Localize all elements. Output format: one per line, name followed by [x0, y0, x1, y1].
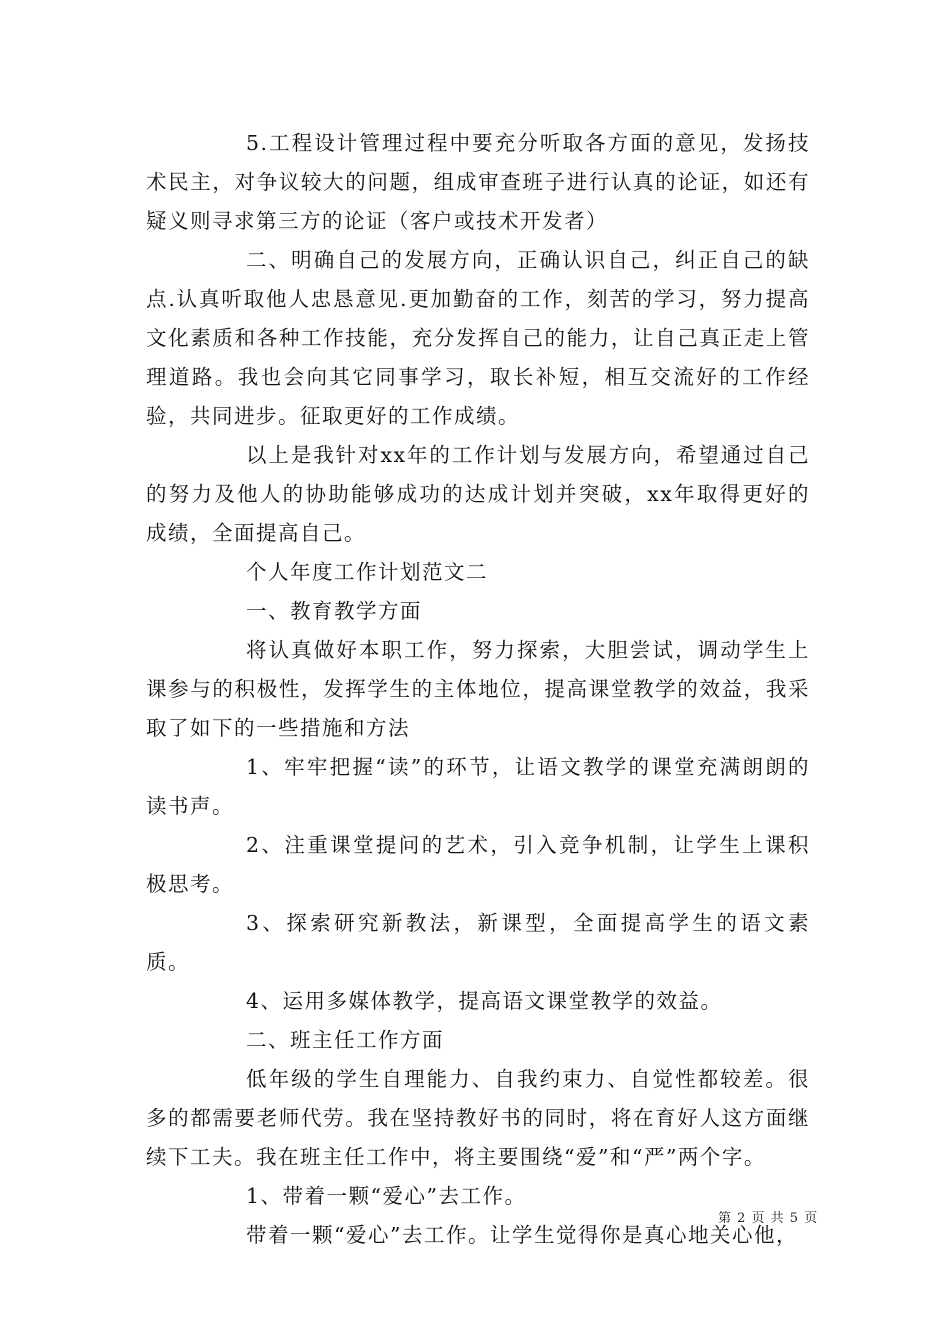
- list-item-multimedia: 4、运用多媒体教学，提高语文课堂教学的效益。: [246, 989, 723, 1013]
- heading-class-teacher: 二、班主任工作方面: [246, 1028, 444, 1052]
- heading-teaching: 一、教育教学方面: [246, 599, 422, 623]
- list-item-new-methods: 3、探索研究新教法，新课型，全面提高学生的语文素质。: [146, 911, 810, 974]
- page-number: 第 2 页 共 5 页: [718, 1211, 819, 1226]
- paragraph-love: 带着一颗“爱心”去工作。让学生觉得你是真心地关心他，: [246, 1223, 798, 1247]
- paragraph-summary: 以上是我针对xx年的工作计划与发展方向，希望通过自己的努力及他人的协助能够成功的达成计划并突破，xx年取得更好的成绩，全面提高自己。: [146, 443, 810, 545]
- list-item-reading: 1、牢牢把握“读”的环节，让语文教学的课堂充满朗朗的读书声。: [146, 755, 810, 818]
- paragraph-class-teacher-intro: 低年级的学生自理能力、自我约束力、自觉性都较差。很多的都需要老师代劳。我在坚持教好书的同时，将在育好人这方面继续下工夫。我在班主任工作中，将主要围绕“爱”和“严”两个字。: [146, 1067, 810, 1169]
- paragraph-development-direction: 二、明确自己的发展方向，正确认识自己，纠正自己的缺点.认真听取他人忠恳意见.更加勤奋的工作，刻苦的学习，努力提高文化素质和各种工作技能，充分发挥自己的能力，让自己真正走上管理道路。我也会向其它同事学习，取长补短，相互交流好的工作经验，共同进步。征取更好的工作成绩。: [146, 248, 810, 428]
- section-title-sample-two: 个人年度工作计划范文二: [246, 560, 488, 584]
- list-item-love-heading: 1、带着一颗“爱心”去工作。: [246, 1184, 527, 1208]
- document-body: [146, 124, 810, 1255]
- paragraph-teaching-intro: 将认真做好本职工作，努力探索，大胆尝试，调动学生上课参与的积极性，发挥学生的主体地位，提高课堂教学的效益，我采取了如下的一些措施和方法: [146, 638, 810, 740]
- list-item-questioning: 2、注重课堂提问的艺术，引入竞争机制，让学生上课积极思考。: [146, 833, 810, 896]
- paragraph-engineering-design: 5.工程设计管理过程中要充分听取各方面的意见，发扬技术民主，对争议较大的问题，组成审查班子进行认真的论证，如还有疑义则寻求第三方的论证（客户或技术开发者）: [146, 131, 810, 233]
